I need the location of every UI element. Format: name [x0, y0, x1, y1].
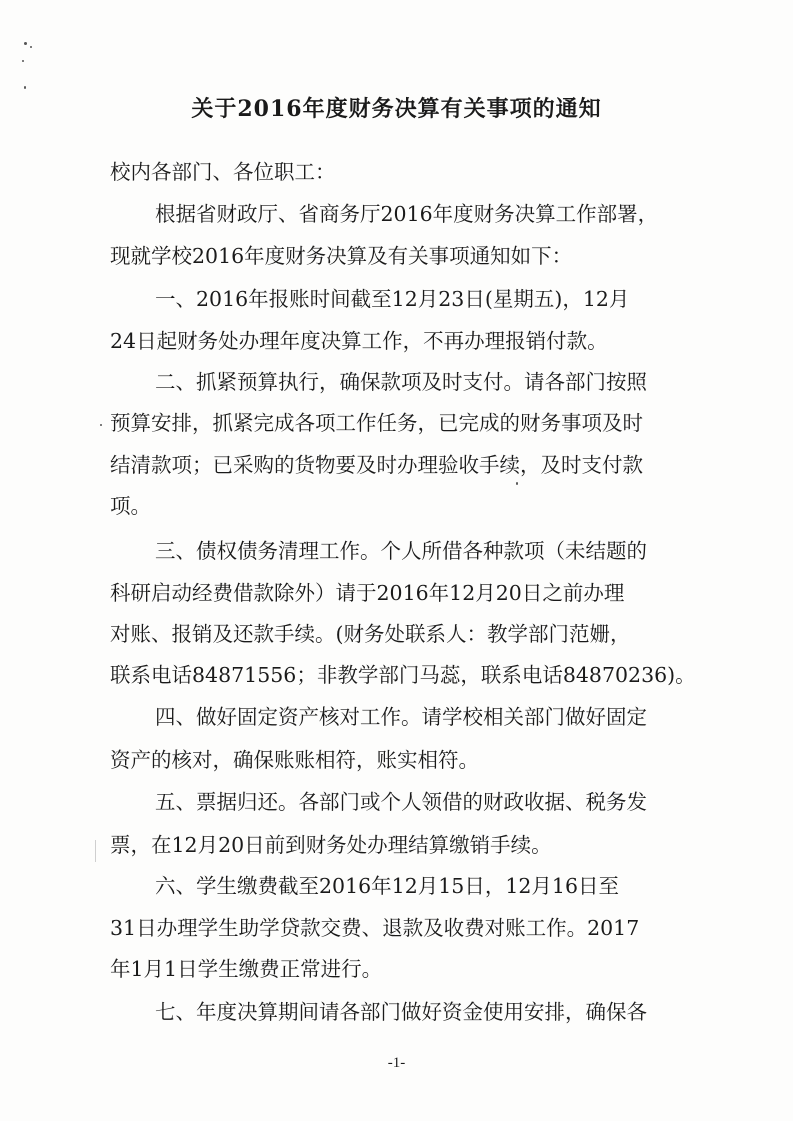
scan-speck [22, 60, 24, 62]
paragraph-line: 四、做好固定资产核对工作。请学校相关部门做好固定 [155, 705, 647, 729]
paragraph-line: 根据省财政厅、省商务厅2016年度财务决算工作部署， [155, 202, 659, 226]
paragraph-line: 24日起财务处办理年度决算工作，不再办理报销付款。 [110, 329, 608, 353]
scan-speck [24, 86, 26, 89]
paragraph-line: 对账、报销及还款手续。(财务处联系人：教学部门范姗， [110, 622, 631, 646]
paragraph-line: 科研启动经费借款除外）请于2016年12月20日之前办理 [110, 581, 625, 605]
document-title: 关于2016年度财务决算有关事项的通知 [191, 96, 602, 122]
paragraph-line: 票，在12月20日前到财务处办理结算缴销手续。 [110, 833, 552, 857]
paragraph-line: 五、票据归还。各部门或个人领借的财政收据、税务发 [155, 790, 647, 814]
paragraph-line: 七、年度决算期间请各部门做好资金使用安排，确保各 [155, 1000, 647, 1024]
paragraph-line: 六、学生缴费截至2016年12月15日，12月16日至 [155, 874, 620, 898]
paragraph-line: 项。 [110, 494, 151, 518]
paragraph-line: 预算安排，抓紧完成各项工作任务，已完成的财务事项及时 [110, 411, 643, 435]
paragraph-line: 一、2016年报账时间截至12月23日(星期五)，12月 [155, 287, 630, 311]
salutation: 校内各部门、各位职工： [110, 160, 336, 184]
paragraph-line: 二、抓紧预算执行，确保款项及时支付。请各部门按照 [155, 370, 647, 394]
paragraph-line: 结清款项；已采购的货物要及时办理验收手续，及时支付款 [110, 453, 643, 477]
paragraph-line: 31日办理学生助学贷款交费、退款及收费对账工作。2017 [110, 916, 640, 940]
page-number: -1- [387, 1055, 406, 1071]
scan-speck [24, 42, 27, 45]
paragraph-line: 资产的核对，确保账账相符，账实相符。 [110, 748, 479, 772]
paragraph-line: 现就学校2016年度财务决算及有关事项通知如下： [110, 244, 573, 268]
scan-edge-line [95, 840, 96, 862]
paragraph-line: 联系电话84871556；非教学部门马蕊，联系电话84870236)。 [110, 663, 696, 687]
scan-speck [30, 46, 32, 48]
paragraph-line: 三、债权债务清理工作。个人所借各种款项（未结题的 [155, 539, 647, 563]
scan-speck [100, 424, 102, 426]
paragraph-line: 年1月1日学生缴费正常进行。 [110, 957, 383, 981]
scan-speck [516, 482, 518, 485]
